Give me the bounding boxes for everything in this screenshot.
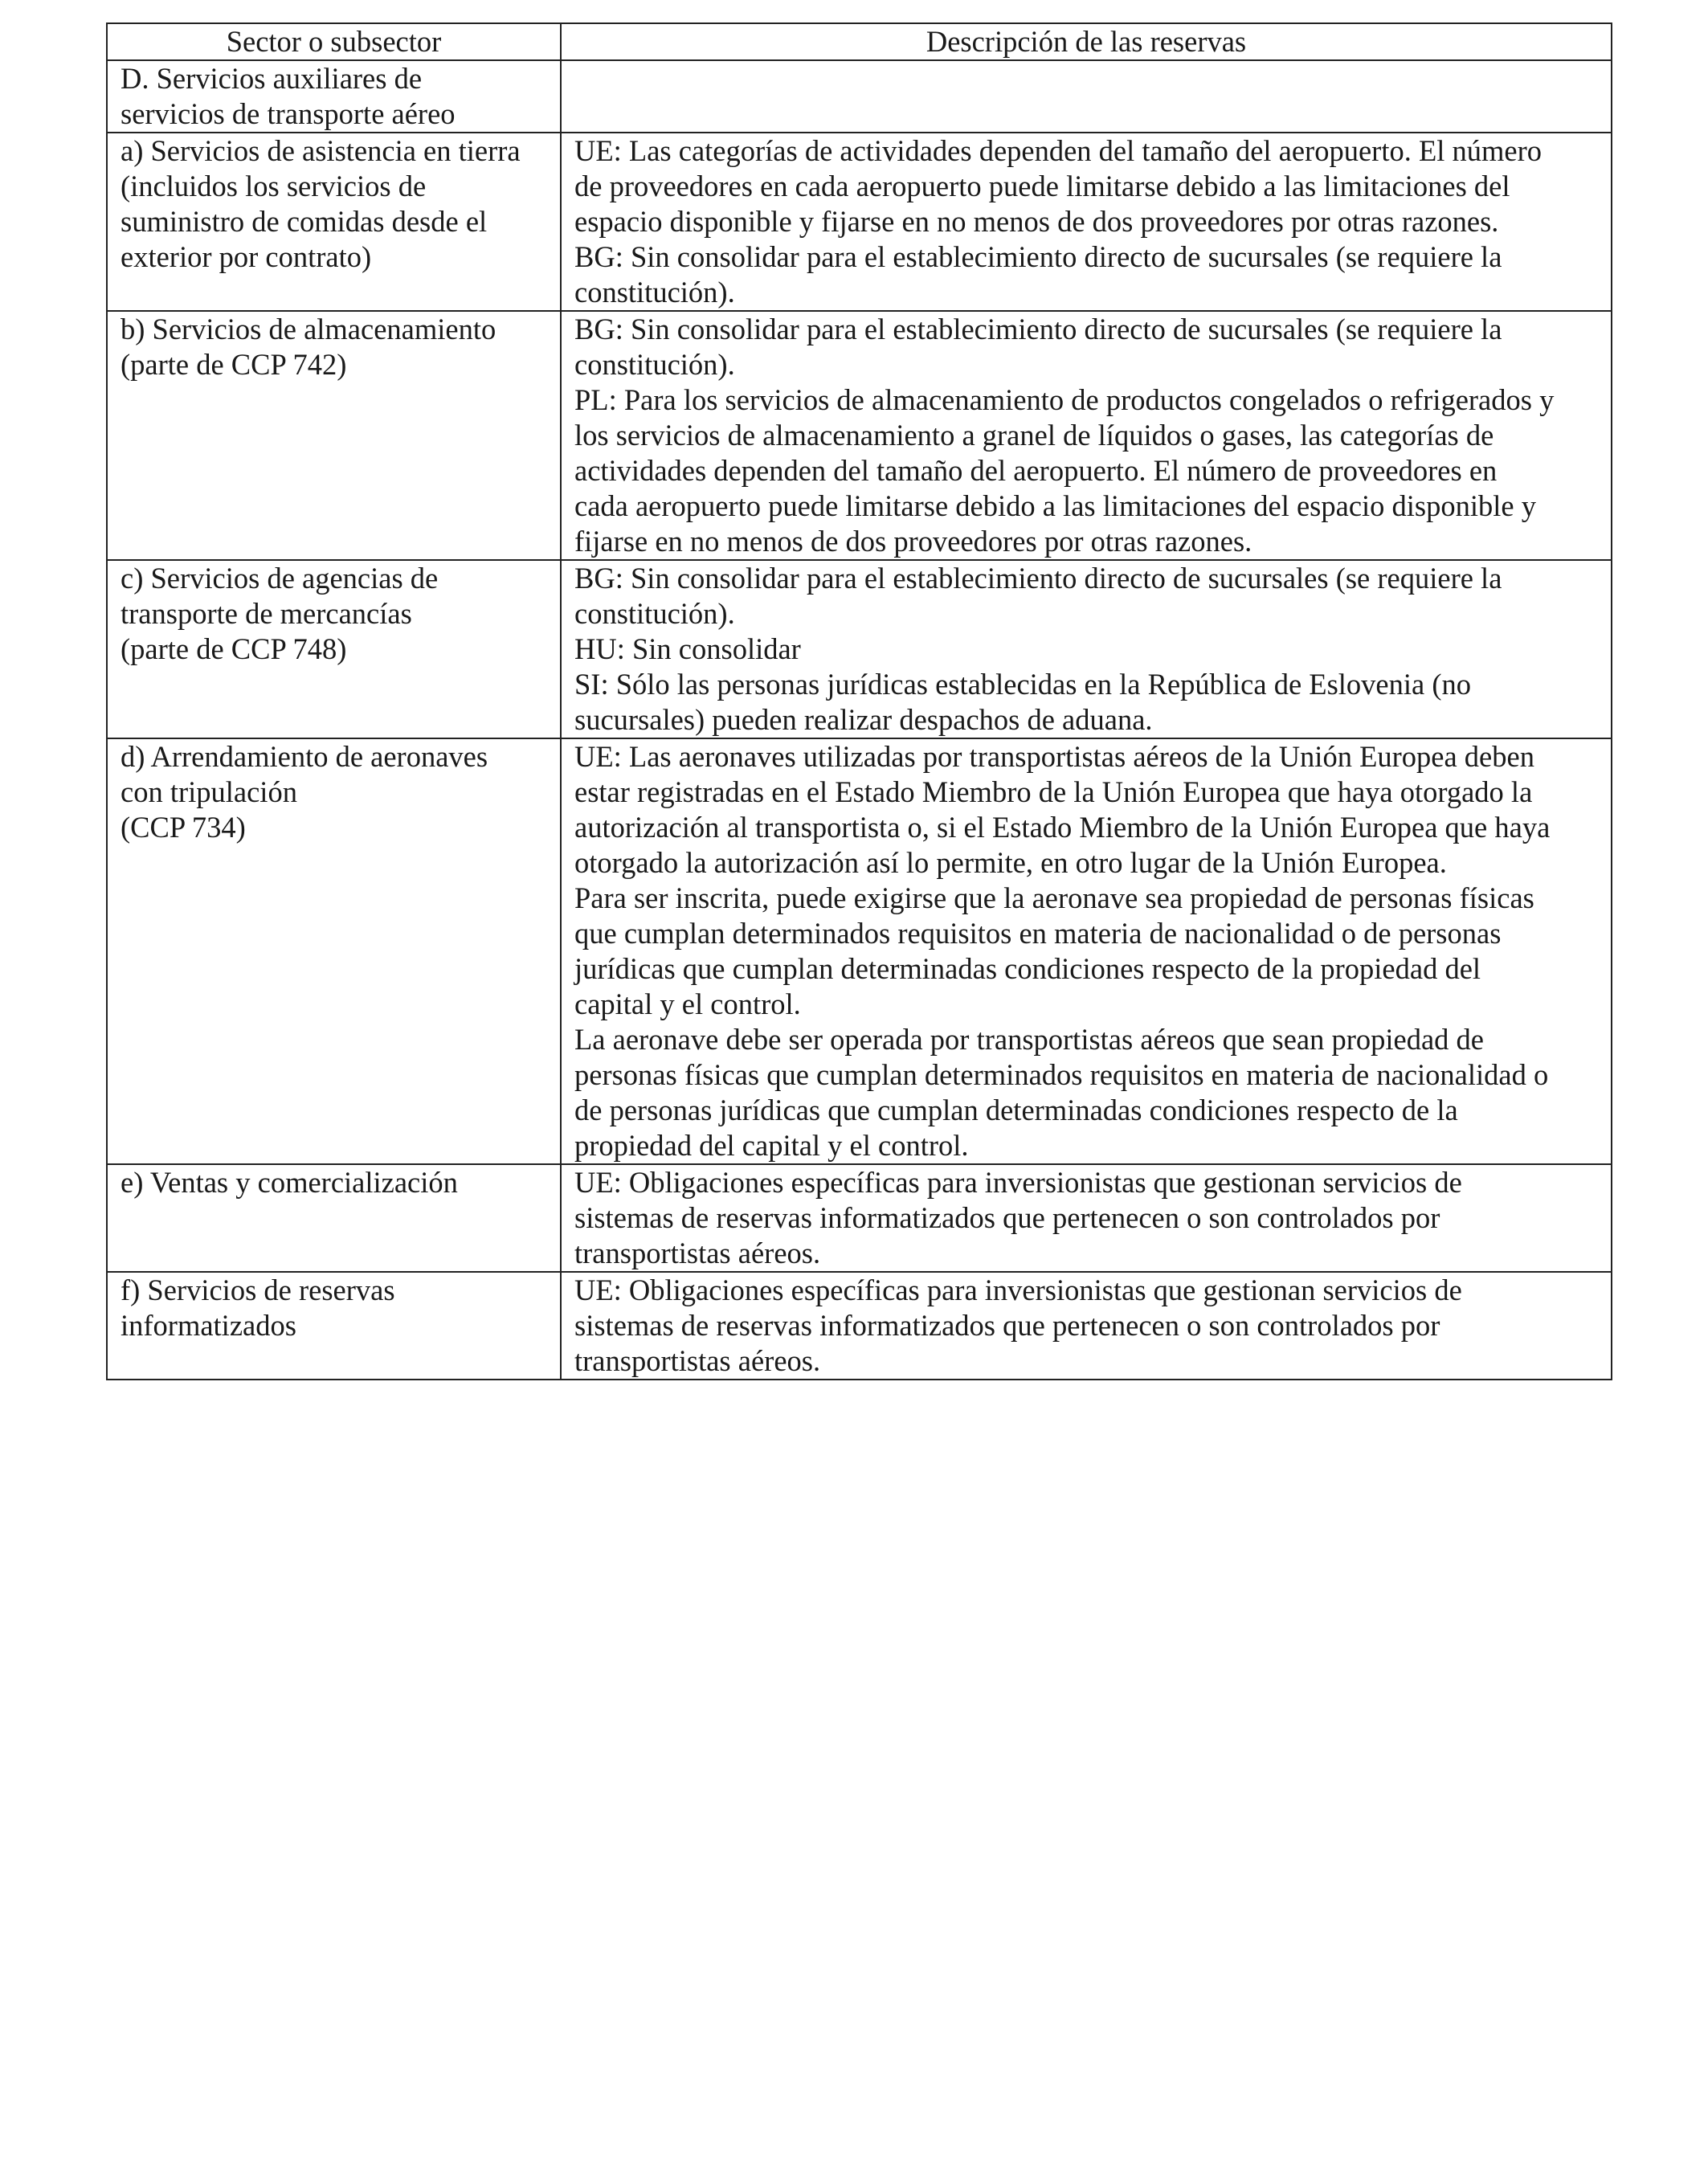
description-line: constitución). <box>574 348 735 381</box>
sector-line: con tripulación <box>121 775 297 808</box>
description-line: jurídicas que cumplan determinadas condiciones respecto de la propiedad del <box>574 952 1481 985</box>
sector-cell <box>107 60 561 133</box>
table-row <box>107 1164 1612 1272</box>
table-header-row <box>107 23 1612 60</box>
table-row <box>107 1272 1612 1380</box>
description-line: UE: Las categorías de actividades dependen del tamaño del aeropuerto. El número <box>574 134 1543 167</box>
description-line: SI: Sólo las personas jurídicas establecidas en la República de Eslovenia (no <box>574 668 1471 701</box>
description-cell <box>561 60 1612 133</box>
reservations-table <box>106 22 1612 1380</box>
header-description: Descripción de las reservas <box>561 23 1612 60</box>
description-line: otorgado la autorización así lo permite, en otro lugar de la Unión Europea. <box>574 846 1447 879</box>
table-row <box>107 311 1612 560</box>
description-line: UE: Obligaciones específicas para inversionistas que gestionan servicios de <box>574 1166 1462 1199</box>
table-body <box>107 60 1612 1380</box>
description-line: Para ser inscrita, puede exigirse que la aeronave sea propiedad de personas físicas <box>574 881 1534 914</box>
sector-cell <box>107 1164 561 1272</box>
description-cell <box>561 311 1612 560</box>
sector-line: f) Servicios de reservas <box>121 1273 395 1306</box>
description-line: de proveedores en cada aeropuerto puede limitarse debido a las limitaciones del <box>574 170 1510 202</box>
description-line: sucursales) pueden realizar despachos de aduana. <box>574 703 1153 736</box>
description-line: La aeronave debe ser operada por transportistas aéreos que sean propiedad de <box>574 1023 1484 1056</box>
description-cell <box>561 1164 1612 1272</box>
table-row <box>107 60 1612 133</box>
sector-line: (parte de CCP 742) <box>121 348 347 381</box>
sector-cell <box>107 738 561 1164</box>
description-line: los servicios de almacenamiento a granel de líquidos o gases, las categorías de <box>574 419 1494 452</box>
sector-line: D. Servicios auxiliares de <box>121 62 423 95</box>
table-row <box>107 133 1612 311</box>
description-line: constitución). <box>574 597 735 630</box>
sector-line: (CCP 734) <box>121 811 246 844</box>
description-line: de personas jurídicas que cumplan determinadas condiciones respecto de la <box>574 1094 1458 1126</box>
sector-line: d) Arrendamiento de aeronaves <box>121 740 488 773</box>
description-cell <box>561 133 1612 311</box>
sector-line: (incluidos los servicios de <box>121 170 427 202</box>
description-line: UE: Las aeronaves utilizadas por transportistas aéreos de la Unión Europea deben <box>574 740 1534 773</box>
description-line: BG: Sin consolidar para el establecimiento directo de sucursales (se requiere la <box>574 562 1502 595</box>
sector-line: exterior por contrato) <box>121 240 372 273</box>
description-line: transportistas aéreos. <box>574 1237 821 1269</box>
description-line: sistemas de reservas informatizados que pertenecen o son controlados por <box>574 1201 1440 1234</box>
description-line: personas físicas que cumplan determinados requisitos en materia de nacionalidad o <box>574 1058 1549 1091</box>
description-line: PL: Para los servicios de almacenamiento de productos congelados o refrigerados y <box>574 383 1555 416</box>
description-line: cada aeropuerto puede limitarse debido a las limitaciones del espacio disponible y <box>574 489 1536 522</box>
sector-line: c) Servicios de agencias de <box>121 562 439 595</box>
header-sector: Sector o subsector <box>107 23 561 60</box>
sector-line: a) Servicios de asistencia en tierra <box>121 134 521 167</box>
sector-line: suministro de comidas desde el <box>121 205 488 238</box>
sector-line: (parte de CCP 748) <box>121 632 347 665</box>
sector-cell <box>107 560 561 738</box>
table-row <box>107 560 1612 738</box>
description-line: actividades dependen del tamaño del aeropuerto. El número de proveedores en <box>574 454 1498 487</box>
description-line: fijarse en no menos de dos proveedores por otras razones. <box>574 525 1252 558</box>
description-line: UE: Obligaciones específicas para inversionistas que gestionan servicios de <box>574 1273 1462 1306</box>
sector-line: e) Ventas y comercialización <box>121 1166 458 1199</box>
sector-cell <box>107 133 561 311</box>
description-line: espacio disponible y fijarse en no menos de dos proveedores por otras razones. <box>574 205 1499 238</box>
description-line: sistemas de reservas informatizados que pertenecen o son controlados por <box>574 1309 1440 1342</box>
description-line: BG: Sin consolidar para el establecimiento directo de sucursales (se requiere la <box>574 313 1502 345</box>
description-cell <box>561 738 1612 1164</box>
description-line: capital y el control. <box>574 987 801 1020</box>
description-line: transportistas aéreos. <box>574 1344 821 1377</box>
sector-line: informatizados <box>121 1309 296 1342</box>
description-cell <box>561 560 1612 738</box>
description-line: propiedad del capital y el control. <box>574 1129 969 1162</box>
description-line: BG: Sin consolidar para el establecimiento directo de sucursales (se requiere la <box>574 240 1502 273</box>
description-line: estar registradas en el Estado Miembro de la Unión Europea que haya otorgado la <box>574 775 1533 808</box>
description-line: HU: Sin consolidar <box>574 632 801 665</box>
table-row <box>107 738 1612 1164</box>
sector-cell <box>107 311 561 560</box>
description-line: autorización al transportista o, si el Estado Miembro de la Unión Europea que haya <box>574 811 1551 844</box>
sector-cell <box>107 1272 561 1380</box>
sector-line: transporte de mercancías <box>121 597 412 630</box>
description-line: que cumplan determinados requisitos en materia de nacionalidad o de personas <box>574 917 1502 950</box>
description-line: constitución). <box>574 276 735 309</box>
sector-line: b) Servicios de almacenamiento <box>121 313 496 345</box>
description-cell <box>561 1272 1612 1380</box>
sector-line: servicios de transporte aéreo <box>121 97 456 130</box>
